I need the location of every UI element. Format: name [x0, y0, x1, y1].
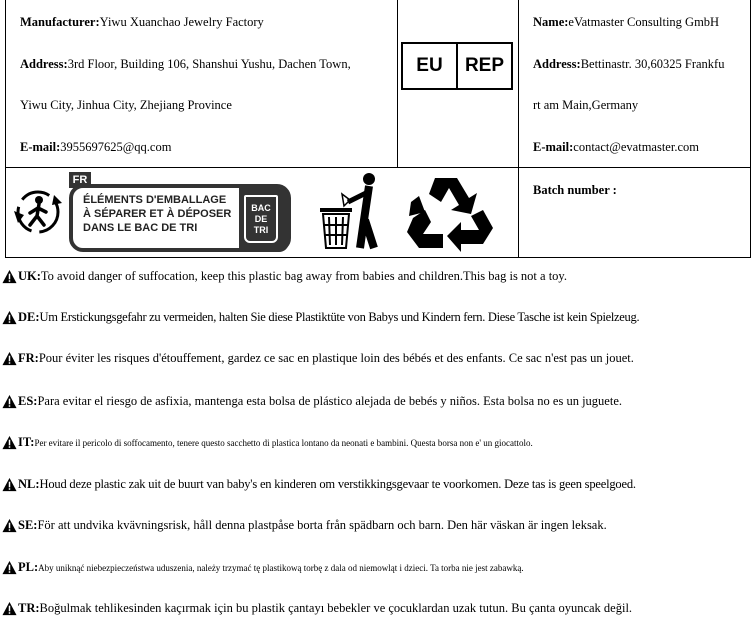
rep-email: E-mail:contact@evatmaster.com [533, 140, 699, 154]
warning-lang: UK: [18, 269, 41, 283]
manufacturer-address-2: Yiwu City, Jinhua City, Zhejiang Province [20, 98, 232, 112]
label-table [5, 0, 751, 258]
warning-text: Boğulmak tehlikesinden kaçırmak için bu plastik çantayı bebekler ve çocuklardan uzak tutun. Bu çanta oyuncak değil. [39, 601, 633, 615]
eu-rep-symbol [401, 42, 513, 90]
warning-text: Aby uniknąć niebezpieczeństwa uduszenia, należy trzymać tę plastikową torbę z dala od niemowląt i dzieci. Ta torba nie jest zabawką. [38, 562, 524, 573]
warning-triangle-icon [2, 435, 17, 450]
rep-label: REP [464, 55, 505, 76]
warning-triangle-icon [2, 394, 17, 409]
warning-text: Houd deze plastic zak uit de buurt van baby's en kinderen om verstikkingsgevaar te voorkomen. Deze tas is geen speelgoed. [39, 477, 636, 491]
warning-lang: SE: [18, 518, 38, 532]
warning-triangle-icon [2, 269, 17, 284]
manufacturer-address-1: Address:3rd Floor, Building 106, Shanshui Yushu, Dachen Town, [20, 57, 351, 71]
rep-address-1: Address:Bettinastr. 30,60325 Frankfu [533, 57, 725, 71]
eu-label: EU [403, 44, 458, 88]
warning-text: Per evitare il pericolo di soffocamento, tenere questo sacchetto di plastica lontano da neonati e bambini. Questa borsa non e' un giocattolo. [34, 437, 533, 448]
warning-text: Um Erstickungsgefahr zu vermeiden, halten Sie diese Plastiktüte von Babys und Kindern fern. Diese Tasche ist kein Spielzeug. [39, 310, 640, 324]
divider [6, 167, 750, 168]
warning-triangle-icon [2, 601, 17, 616]
tidyman-bin-icon [314, 170, 386, 252]
warning-text: För att undvika kvävningsrisk, håll denna plastpåse borta från spädbarn och barn. Den här väskan är ingen leksak. [37, 518, 607, 532]
warning-lang: PL: [18, 560, 39, 574]
warning-text: Para evitar el riesgo de asfixia, mantenga esta bolsa de plástico alejada de bebés y niños. Esta bolsa no es un juguete. [37, 394, 622, 408]
warning-item [2, 435, 533, 450]
warning-item [2, 394, 622, 409]
warning-lang: DE: [18, 310, 40, 324]
warning-triangle-icon [2, 310, 17, 325]
warning-lang: IT: [18, 435, 35, 449]
country-code: FR [69, 172, 91, 188]
warning-item [2, 351, 634, 366]
warning-item [2, 310, 639, 325]
warning-triangle-icon [2, 518, 17, 533]
batch-number: Batch number : [533, 183, 617, 197]
warning-item [2, 601, 632, 616]
divider [518, 0, 519, 257]
triman-arrows-icon [10, 183, 66, 239]
bin-icon: BAC DE TRI [244, 195, 278, 243]
warning-lang: NL: [18, 477, 40, 491]
warning-lang: TR: [18, 601, 40, 615]
warning-item [2, 518, 607, 533]
warning-item [2, 477, 636, 492]
rep-address-2: rt am Main,Germany [533, 98, 639, 112]
warning-triangle-icon [2, 351, 17, 366]
manufacturer-email: E-mail:3955697625@qq.com [20, 140, 172, 154]
warning-triangle-icon [2, 477, 17, 492]
warning-text: Pour éviter les risques d'étouffement, gardez ce sac en plastique loin des bébés et des enfants. Ce sac n'est pas un jouet. [38, 351, 634, 365]
triman-info-block [69, 172, 291, 254]
warning-lang: FR: [18, 351, 39, 365]
triman-text: ÉLÉMENTS D'EMBALLAGE À SÉPARER ET À DÉPOSER DANS LE BAC DE TRI [83, 194, 232, 234]
warning-item [2, 269, 567, 284]
warning-text: To avoid danger of suffocation, keep this plastic bag away from babies and children.This bag is not a toy. [40, 269, 567, 283]
rep-name: Name:eVatmaster Consulting GmbH [533, 15, 720, 29]
recycle-icon [405, 172, 495, 254]
warning-lang: ES: [18, 394, 38, 408]
divider [397, 0, 398, 168]
warning-item [2, 560, 524, 575]
manufacturer-name: Manufacturer:Yiwu Xuanchao Jewelry Factory [20, 15, 264, 29]
warning-triangle-icon [2, 560, 17, 575]
